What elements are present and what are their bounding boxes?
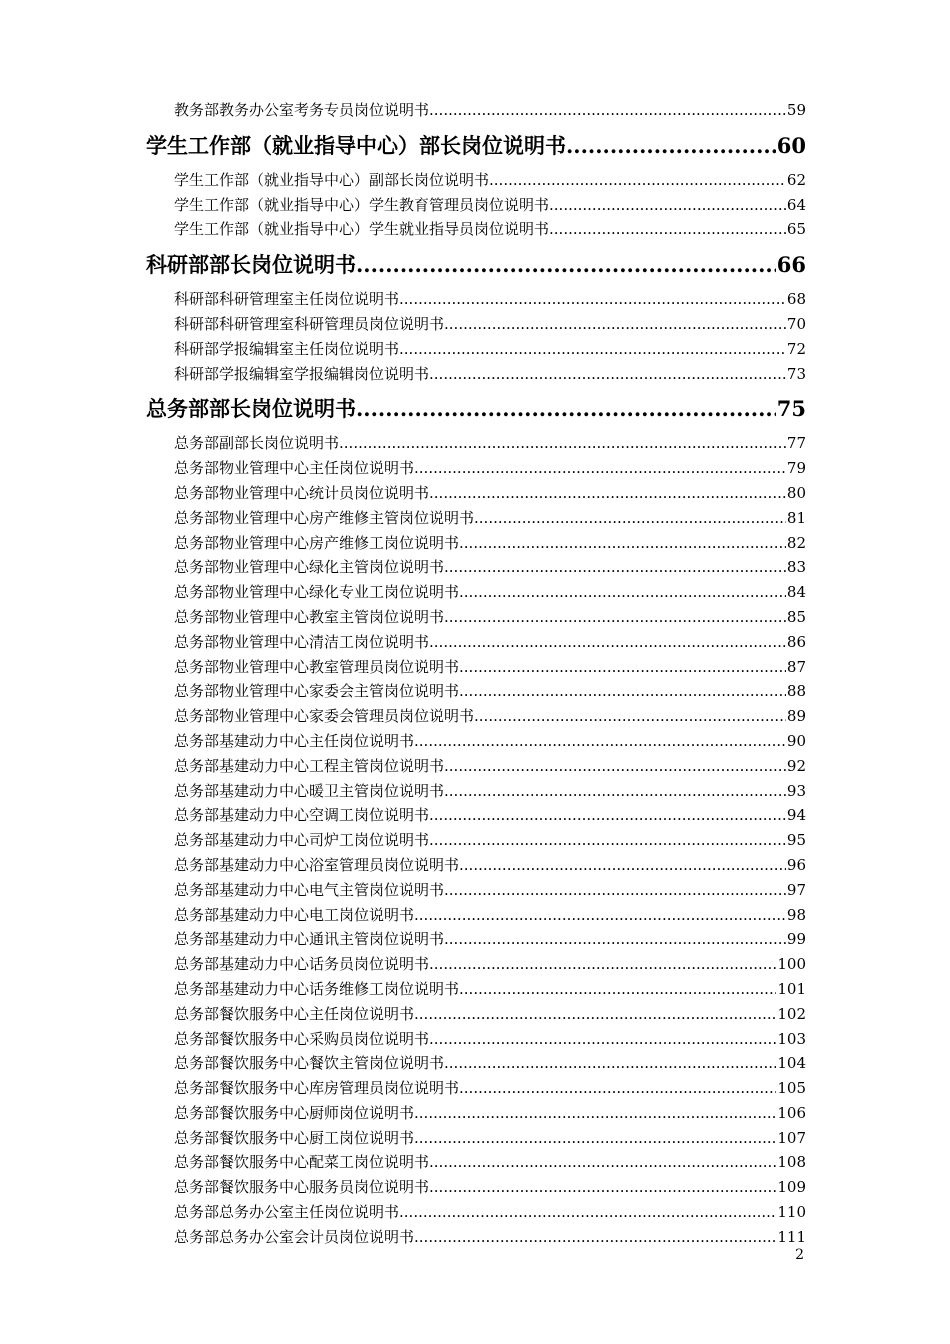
toc-dot-leader xyxy=(414,1101,776,1126)
toc-entry-title: 总务部基建动力中心司炉工岗位说明书 xyxy=(174,831,430,850)
toc-entry-page: 65 xyxy=(786,220,806,239)
toc-entry-title: 总务部基建动力中心浴室管理员岗位说明书 xyxy=(174,855,460,874)
toc-entry-title: 总务部部长岗位说明书 xyxy=(146,396,356,422)
toc-entry[interactable] xyxy=(146,679,806,704)
toc-entry[interactable] xyxy=(146,193,806,218)
toc-entry-title: 学生工作部（就业指导中心）副部长岗位说明书 xyxy=(174,170,490,189)
toc-entry[interactable] xyxy=(146,456,806,481)
toc-entry-page: 97 xyxy=(786,880,806,899)
toc-entry-page: 73 xyxy=(786,364,806,383)
toc-entry-page: 77 xyxy=(786,434,806,453)
toc-entry[interactable] xyxy=(146,168,806,193)
toc-dot-leader xyxy=(414,903,786,928)
toc-entry[interactable] xyxy=(146,431,806,456)
toc-dot-leader xyxy=(429,481,786,506)
toc-entry[interactable] xyxy=(146,605,806,630)
toc-entry-page: 82 xyxy=(786,533,806,552)
toc-dot-leader xyxy=(356,386,776,431)
toc-entry-title: 总务部餐饮服务中心配菜工岗位说明书 xyxy=(174,1153,430,1172)
toc-entry[interactable] xyxy=(146,1027,806,1052)
toc-entry-title: 总务部餐饮服务中心库房管理员岗位说明书 xyxy=(174,1079,460,1098)
toc-entry[interactable] xyxy=(146,1200,806,1225)
toc-dot-leader xyxy=(429,98,786,123)
toc-entry-page: 104 xyxy=(777,1054,806,1073)
toc-entry-title: 总务部物业管理中心统计员岗位说明书 xyxy=(174,483,430,502)
toc-entry[interactable] xyxy=(146,1002,806,1027)
toc-entry[interactable] xyxy=(146,927,806,952)
toc-dot-leader xyxy=(459,580,786,605)
toc-entry-page: 109 xyxy=(777,1178,806,1197)
toc-entry-page: 60 xyxy=(776,132,806,158)
toc-entry-title: 总务部物业管理中心绿化专业工岗位说明书 xyxy=(174,583,460,602)
toc-entry-title: 总务部餐饮服务中心服务员岗位说明书 xyxy=(174,1178,430,1197)
toc-entry-title: 总务部基建动力中心电工岗位说明书 xyxy=(174,905,415,924)
toc-entry-page: 83 xyxy=(786,558,806,577)
toc-entry-page: 68 xyxy=(786,290,806,309)
toc-entry-title: 科研部学报编辑室学报编辑岗位说明书 xyxy=(174,364,430,383)
toc-dot-leader xyxy=(429,1150,776,1175)
toc-entry-page: 75 xyxy=(776,396,806,422)
toc-entry-page: 80 xyxy=(786,483,806,502)
toc-entry-page: 105 xyxy=(777,1079,806,1098)
toc-dot-leader xyxy=(549,193,786,218)
toc-entry[interactable] xyxy=(146,1101,806,1126)
toc-dot-leader xyxy=(566,123,776,168)
toc-entry-title: 总务部物业管理中心教室主管岗位说明书 xyxy=(174,607,445,626)
toc-dot-leader xyxy=(356,242,776,287)
toc-entry[interactable] xyxy=(146,952,806,977)
toc-dot-leader xyxy=(399,1200,776,1225)
toc-dot-leader xyxy=(399,337,786,362)
toc-entry-page: 84 xyxy=(786,583,806,602)
toc-entry-title: 总务部基建动力中心话务员岗位说明书 xyxy=(174,955,430,974)
toc-entry[interactable] xyxy=(146,729,806,754)
toc-dot-leader xyxy=(444,754,786,779)
toc-dot-leader xyxy=(444,878,786,903)
toc-entry[interactable] xyxy=(146,555,806,580)
toc-entry[interactable] xyxy=(146,287,806,312)
toc-entry[interactable] xyxy=(146,977,806,1002)
toc-entry[interactable] xyxy=(146,481,806,506)
toc-entry-page: 88 xyxy=(786,682,806,701)
toc-entry-page: 100 xyxy=(777,955,806,974)
toc-dot-leader xyxy=(474,704,786,729)
toc-entry[interactable] xyxy=(146,312,806,337)
toc-dot-leader xyxy=(444,312,786,337)
toc-dot-leader xyxy=(459,1076,776,1101)
toc-entry-title: 科研部学报编辑室主任岗位说明书 xyxy=(174,339,400,358)
toc-entry-page: 95 xyxy=(786,831,806,850)
toc-entry[interactable] xyxy=(146,704,806,729)
toc-dot-leader xyxy=(429,828,786,853)
toc-dot-leader xyxy=(444,779,786,804)
toc-entry-page: 111 xyxy=(777,1227,806,1246)
toc-entry-title: 总务部餐饮服务中心餐饮主管岗位说明书 xyxy=(174,1054,445,1073)
toc-entry-title: 总务部物业管理中心绿化主管岗位说明书 xyxy=(174,558,445,577)
toc-entry[interactable] xyxy=(146,1150,806,1175)
toc-entry-page: 93 xyxy=(786,781,806,800)
toc-entry[interactable] xyxy=(146,828,806,853)
toc-entry-title: 总务部基建动力中心电气主管岗位说明书 xyxy=(174,880,445,899)
toc-entry-page: 106 xyxy=(777,1103,806,1122)
toc-entry-page: 79 xyxy=(786,459,806,478)
toc-dot-leader xyxy=(474,506,786,531)
toc-dot-leader xyxy=(444,605,786,630)
toc-dot-leader xyxy=(549,217,786,242)
toc-entry[interactable] xyxy=(146,1126,806,1151)
toc-entry-title: 总务部物业管理中心家委会管理员岗位说明书 xyxy=(174,707,475,726)
toc-entry-page: 99 xyxy=(786,930,806,949)
toc-entry-title: 总务部副部长岗位说明书 xyxy=(174,434,340,453)
toc-entry-title: 总务部物业管理中心主任岗位说明书 xyxy=(174,459,415,478)
toc-entry-title: 学生工作部（就业指导中心）学生就业指导员岗位说明书 xyxy=(174,220,550,239)
toc-entry[interactable] xyxy=(146,362,806,387)
toc-entry-title: 科研部部长岗位说明书 xyxy=(146,252,356,278)
toc-dot-leader xyxy=(444,555,786,580)
toc-entry[interactable] xyxy=(146,98,806,123)
toc-entry-page: 89 xyxy=(786,707,806,726)
toc-dot-leader xyxy=(429,362,786,387)
toc-entry-page: 98 xyxy=(786,905,806,924)
toc-entry-page: 85 xyxy=(786,607,806,626)
toc-entry[interactable] xyxy=(146,506,806,531)
toc-entry[interactable] xyxy=(146,803,806,828)
toc-entry[interactable] xyxy=(146,754,806,779)
toc-entry[interactable] xyxy=(146,655,806,680)
toc-entry-page: 101 xyxy=(777,979,806,998)
toc-heading-entry[interactable] xyxy=(146,123,806,168)
toc-entry-title: 总务部总务办公室主任岗位说明书 xyxy=(174,1203,400,1222)
toc-entry[interactable] xyxy=(146,1051,806,1076)
toc-dot-leader xyxy=(444,927,786,952)
toc-dot-leader xyxy=(414,1002,776,1027)
toc-entry-page: 87 xyxy=(786,657,806,676)
toc-entry-page: 64 xyxy=(786,195,806,214)
toc-dot-leader xyxy=(444,1051,776,1076)
toc-entry-title: 科研部科研管理室主任岗位说明书 xyxy=(174,290,400,309)
toc-dot-leader xyxy=(429,952,776,977)
toc-entry[interactable] xyxy=(146,531,806,556)
toc-dot-leader xyxy=(339,431,786,456)
toc-dot-leader xyxy=(414,456,786,481)
toc-entry[interactable] xyxy=(146,630,806,655)
toc-entry[interactable] xyxy=(146,580,806,605)
toc-entry[interactable] xyxy=(146,779,806,804)
toc-entry-title: 总务部总务办公室会计员岗位说明书 xyxy=(174,1227,415,1246)
toc-entry-title: 科研部科研管理室科研管理员岗位说明书 xyxy=(174,314,445,333)
toc-entry[interactable] xyxy=(146,217,806,242)
toc-entry-page: 110 xyxy=(777,1203,806,1222)
toc-entry-title: 总务部餐饮服务中心采购员岗位说明书 xyxy=(174,1029,430,1048)
toc-entry-page: 81 xyxy=(786,508,806,527)
toc-dot-leader xyxy=(459,977,776,1002)
toc-entry[interactable] xyxy=(146,853,806,878)
toc-entry-title: 总务部基建动力中心主任岗位说明书 xyxy=(174,731,415,750)
toc-dot-leader xyxy=(429,630,786,655)
toc-entry-page: 66 xyxy=(776,252,806,278)
toc-entry[interactable] xyxy=(146,1076,806,1101)
toc-entry-title: 总务部基建动力中心空调工岗位说明书 xyxy=(174,806,430,825)
toc-entry-title: 学生工作部（就业指导中心）学生教育管理员岗位说明书 xyxy=(174,195,550,214)
toc-dot-leader xyxy=(459,655,786,680)
toc-entry-title: 总务部基建动力中心话务维修工岗位说明书 xyxy=(174,979,460,998)
toc-dot-leader xyxy=(414,1126,776,1151)
toc-entry-page: 107 xyxy=(777,1128,806,1147)
toc-dot-leader xyxy=(414,1225,776,1250)
toc-entry[interactable] xyxy=(146,903,806,928)
toc-entry-title: 总务部物业管理中心教室管理员岗位说明书 xyxy=(174,657,460,676)
toc-entry-page: 59 xyxy=(786,101,806,119)
toc-entry-title: 总务部物业管理中心房产维修主管岗位说明书 xyxy=(174,508,475,527)
page-number: 2 xyxy=(795,1247,804,1263)
toc-entry-page: 90 xyxy=(786,731,806,750)
toc-entry-title: 总务部基建动力中心工程主管岗位说明书 xyxy=(174,756,445,775)
toc-entry-title: 总务部物业管理中心家委会主管岗位说明书 xyxy=(174,682,460,701)
toc-entry-page: 72 xyxy=(786,339,806,358)
toc-entry-title: 教务部教务办公室考务专员岗位说明书 xyxy=(174,101,430,119)
toc-dot-leader xyxy=(459,531,786,556)
toc-entry-title: 总务部基建动力中心暖卫主管岗位说明书 xyxy=(174,781,445,800)
toc-entry[interactable] xyxy=(146,878,806,903)
toc-entry-page: 92 xyxy=(786,756,806,775)
toc-dot-leader xyxy=(459,679,786,704)
toc-entry-title: 学生工作部（就业指导中心）部长岗位说明书 xyxy=(146,132,566,158)
toc-entry[interactable] xyxy=(146,1225,806,1250)
toc-dot-leader xyxy=(489,168,786,193)
toc-entry-page: 108 xyxy=(777,1153,806,1172)
toc-entry-page: 96 xyxy=(786,855,806,874)
toc-entry-page: 70 xyxy=(786,314,806,333)
toc-entry-title: 总务部物业管理中心房产维修工岗位说明书 xyxy=(174,533,460,552)
toc-dot-leader xyxy=(399,287,786,312)
toc-dot-leader xyxy=(429,803,786,828)
toc-dot-leader xyxy=(414,729,786,754)
toc-heading-entry[interactable] xyxy=(146,386,806,431)
toc-entry-page: 94 xyxy=(786,806,806,825)
toc-heading-entry[interactable] xyxy=(146,242,806,287)
toc-entry-page: 86 xyxy=(786,632,806,651)
toc-entry-title: 总务部物业管理中心清洁工岗位说明书 xyxy=(174,632,430,651)
toc-entry-page: 102 xyxy=(777,1004,806,1023)
toc-entry-title: 总务部餐饮服务中心厨工岗位说明书 xyxy=(174,1128,415,1147)
toc-entry-title: 总务部餐饮服务中心主任岗位说明书 xyxy=(174,1004,415,1023)
table-of-contents xyxy=(146,98,806,1250)
toc-entry-page: 62 xyxy=(786,170,806,189)
toc-entry-title: 总务部基建动力中心通讯主管岗位说明书 xyxy=(174,930,445,949)
toc-entry-page: 103 xyxy=(777,1029,806,1048)
toc-entry[interactable] xyxy=(146,1175,806,1200)
toc-dot-leader xyxy=(459,853,786,878)
toc-dot-leader xyxy=(429,1027,776,1052)
toc-dot-leader xyxy=(429,1175,776,1200)
toc-entry-title: 总务部餐饮服务中心厨师岗位说明书 xyxy=(174,1103,415,1122)
toc-entry[interactable] xyxy=(146,337,806,362)
